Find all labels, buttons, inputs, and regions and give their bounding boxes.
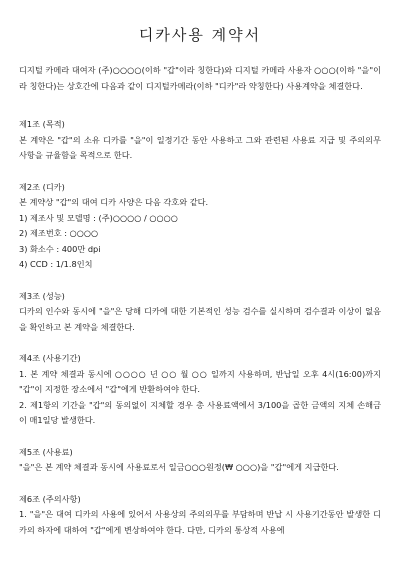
article-body: "을"은 본 계약 체결과 동시에 사용료로서 일금○○○원정(₩ ○○○)을 "갑"에게 지급한다. xyxy=(19,462,339,472)
document-title: 디카사용 계약서 xyxy=(138,26,262,44)
article-1 xyxy=(19,117,381,164)
article-heading: 제2조 (디카) xyxy=(19,181,65,192)
article-3 xyxy=(19,289,381,336)
article-body: 디카의 인수와 동시에 "을"은 당해 디카에 대한 기본적인 성능 검수를 실시하며 검수결과 이상이 없음을 확인하고 본 계약을 체결한다. xyxy=(19,306,381,332)
article-6 xyxy=(19,492,381,539)
article-heading: 제5조 (사용료) xyxy=(19,446,73,457)
spec-manufacturer-model: 1) 제조사 및 모델명 : (주)○○○○ / ○○○○ xyxy=(19,212,178,223)
article-4 xyxy=(19,351,381,429)
intro-paragraph: 디지털 카메라 대여자 (주)○○○○(이하 "갑"이라 칭한다)와 디지털 카메라 사용자 ○○○(이하 "을"이라 칭한다)는 상호간에 다음과 같이 디지털카메라(이하 "디카"라 약칭한다) 사용계약을 체결한다. xyxy=(19,65,381,91)
article-heading: 제4조 (사용기간) xyxy=(19,353,81,363)
spec-pixels: 3) 화소수 : 400만 dpi xyxy=(19,243,101,254)
article-heading: 제1조 (목적) xyxy=(19,119,65,129)
article-2 xyxy=(19,180,381,273)
article-line: 본 계약상 "갑"의 대여 디카 사양은 다음 각호와 같다. xyxy=(19,197,209,207)
article-body: 본 계약은 "갑"의 소유 디카를 "을"이 일정기간 동안 사용하고 그와 관련된 사용료 지급 및 주의의무 사항을 규율함을 목적으로 한다. xyxy=(19,134,381,160)
article-body: 1. "을"은 대여 디카의 사용에 있어서 사용상의 주의의무를 부담하며 반납 시 사용기간동안 발생한 디카의 하자에 대하여 "갑"에게 변상하여야 한다. 다만, 디카의 통상적 사용에 xyxy=(19,509,381,535)
spec-ccd: 4) CCD : 1/1.8인치 xyxy=(19,259,93,269)
article-clause-2: 2. 제1항의 기간을 "갑"의 동의없이 지체할 경우 총 사용료액에서 3/100을 곱한 금액의 지체 손해금이 매1일당 발생한다. xyxy=(19,399,381,425)
article-5 xyxy=(19,445,381,476)
article-clause-1: 1. 본 계약 체결과 동시에 ○○○○ 년 ○○ 월 ○○ 일까지 사용하며, 반납일 오후 4시(16:00)까지 "갑"이 지정한 장소에서 "갑"에게 반환하여야 한다. xyxy=(19,368,381,394)
spec-serial-number: 2) 제조번호 : ○○○○ xyxy=(19,228,99,238)
article-heading: 제3조 (성능) xyxy=(19,290,65,301)
article-heading: 제6조 (주의사항) xyxy=(19,493,81,504)
